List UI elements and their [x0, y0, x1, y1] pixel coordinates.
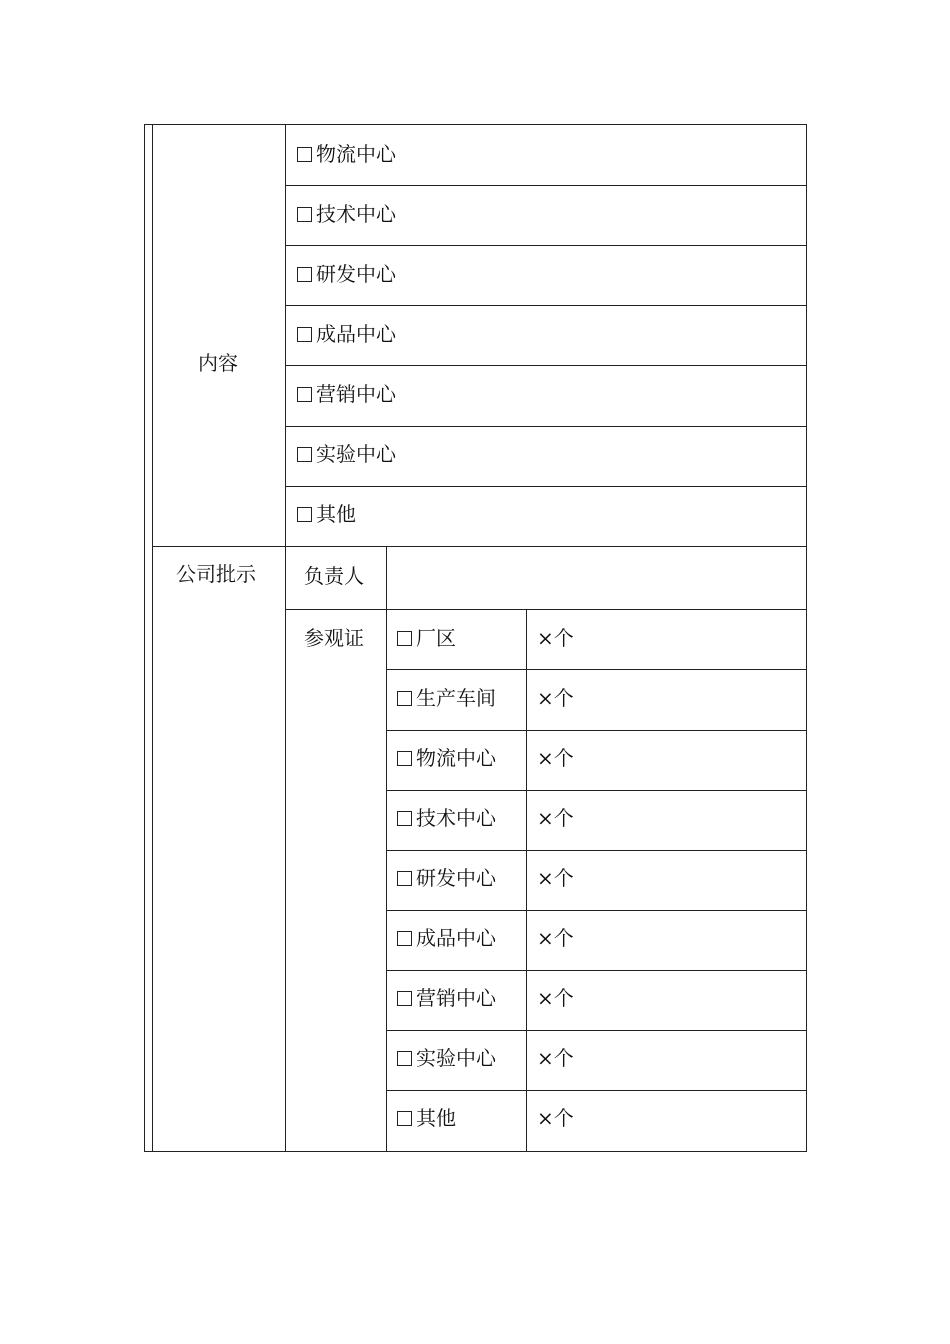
column-divider [526, 609, 527, 1152]
content-option[interactable] [297, 322, 396, 346]
pass-count: ×个 [537, 866, 574, 890]
content-option-label: 研发中心 [316, 262, 396, 286]
row-divider [285, 305, 807, 306]
pass-count: ×个 [537, 746, 574, 770]
checkbox-icon[interactable] [397, 811, 412, 826]
pass-count: ×个 [537, 1046, 574, 1070]
row-divider [285, 426, 807, 427]
section-divider [152, 546, 807, 547]
row-divider [386, 850, 807, 851]
checkbox-icon[interactable] [297, 207, 312, 222]
pass-option[interactable] [397, 866, 496, 890]
checkbox-icon[interactable] [297, 267, 312, 282]
content-option[interactable] [297, 262, 396, 286]
pass-area-label: 研发中心 [416, 866, 496, 890]
pass-option[interactable] [397, 926, 496, 950]
row-divider [285, 185, 807, 186]
pass-option[interactable] [397, 806, 496, 830]
content-option[interactable] [297, 202, 396, 226]
content-option[interactable] [297, 142, 396, 166]
table-double-border [152, 124, 153, 1152]
checkbox-icon[interactable] [397, 871, 412, 886]
pass-label: 参观证 [304, 626, 364, 650]
row-divider [386, 1030, 807, 1031]
pass-count: ×个 [537, 626, 574, 650]
checkbox-icon[interactable] [397, 1111, 412, 1126]
content-option-label: 其他 [316, 502, 356, 526]
checkbox-icon[interactable] [397, 991, 412, 1006]
pass-option[interactable] [397, 626, 456, 650]
pass-area-label: 厂区 [416, 626, 456, 650]
approval-label: 公司批示 [176, 562, 256, 586]
content-option-label: 物流中心 [316, 142, 396, 166]
row-divider [386, 1090, 807, 1091]
pass-count: ×个 [537, 1106, 574, 1130]
pass-count: ×个 [537, 986, 574, 1010]
row-divider [285, 365, 807, 366]
pass-option[interactable] [397, 686, 496, 710]
pass-area-label: 技术中心 [416, 806, 496, 830]
content-option-label: 技术中心 [316, 202, 396, 226]
content-option[interactable] [297, 382, 396, 406]
row-divider [386, 730, 807, 731]
checkbox-icon[interactable] [297, 147, 312, 162]
responsible-label: 负责人 [304, 564, 364, 588]
pass-option[interactable] [397, 746, 496, 770]
row-divider [386, 970, 807, 971]
pass-count: ×个 [537, 926, 574, 950]
pass-area-label: 生产车间 [416, 686, 496, 710]
content-option-label: 成品中心 [316, 322, 396, 346]
content-option-label: 实验中心 [316, 442, 396, 466]
content-option[interactable] [297, 442, 396, 466]
checkbox-icon[interactable] [397, 931, 412, 946]
responsible-field[interactable] [392, 552, 802, 604]
pass-area-label: 其他 [416, 1106, 456, 1130]
checkbox-icon[interactable] [297, 507, 312, 522]
content-option-label: 营销中心 [316, 382, 396, 406]
checkbox-icon[interactable] [397, 631, 412, 646]
checkbox-icon[interactable] [397, 751, 412, 766]
row-divider [386, 790, 807, 791]
row-divider [285, 486, 807, 487]
checkbox-icon[interactable] [397, 1051, 412, 1066]
row-divider [386, 669, 807, 670]
pass-area-label: 物流中心 [416, 746, 496, 770]
pass-area-label: 成品中心 [416, 926, 496, 950]
content-option[interactable] [297, 502, 356, 526]
content-label: 内容 [198, 351, 238, 375]
column-divider [386, 546, 387, 1152]
row-divider [386, 910, 807, 911]
pass-count: ×个 [537, 686, 574, 710]
pass-area-label: 实验中心 [416, 1046, 496, 1070]
pass-option[interactable] [397, 1106, 456, 1130]
row-divider [285, 609, 807, 610]
pass-area-label: 营销中心 [416, 986, 496, 1010]
pass-count: ×个 [537, 806, 574, 830]
pass-option[interactable] [397, 1046, 496, 1070]
pass-option[interactable] [397, 986, 496, 1010]
checkbox-icon[interactable] [397, 691, 412, 706]
row-divider [285, 245, 807, 246]
column-divider [285, 124, 286, 1152]
checkbox-icon[interactable] [297, 447, 312, 462]
checkbox-icon[interactable] [297, 387, 312, 402]
checkbox-icon[interactable] [297, 327, 312, 342]
